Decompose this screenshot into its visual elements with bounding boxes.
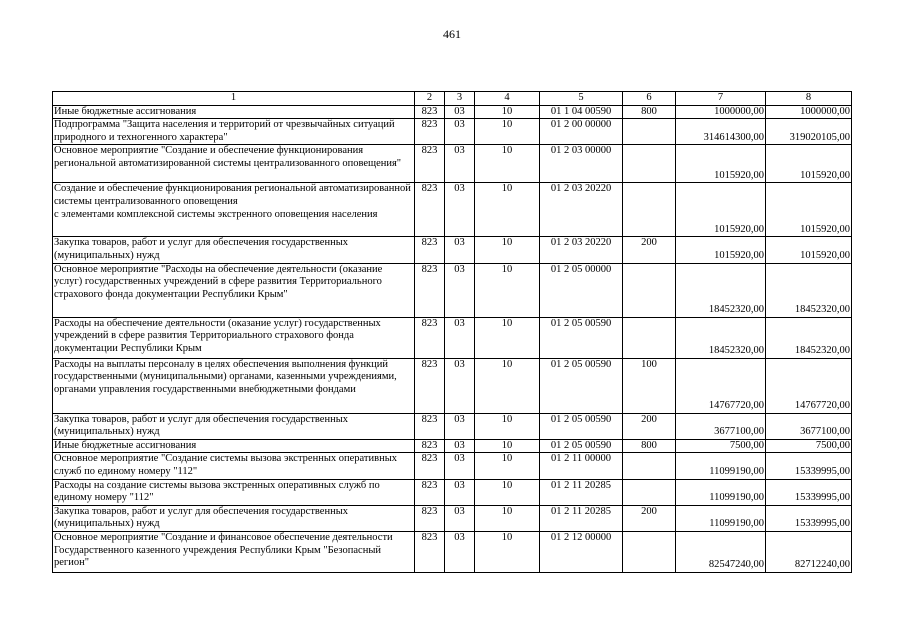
cell-subsection: 10 — [475, 479, 540, 505]
table-row — [53, 531, 852, 572]
cell-section: 03 — [445, 119, 475, 145]
cell-target-article: 01 2 05 00590 — [540, 439, 623, 453]
cell-section: 03 — [445, 237, 475, 263]
cell-subsection: 10 — [475, 237, 540, 263]
cell-expense-type — [623, 531, 676, 572]
cell-section: 03 — [445, 317, 475, 358]
cell-subsection: 10 — [475, 439, 540, 453]
cell-name: Основное мероприятие "Расходы на обеспечение деятельности (оказание услуг) государственных учреждений в сфере развития Территориального страхового фонда документации Республики Крым" — [53, 263, 415, 317]
cell-ministry-code: 823 — [415, 183, 445, 237]
cell-expense-type — [623, 183, 676, 237]
cell-name: Иные бюджетные ассигнования — [53, 105, 415, 119]
table-body — [53, 92, 852, 573]
column-header: 5 — [540, 92, 623, 106]
cell-ministry-code: 823 — [415, 145, 445, 183]
cell-subsection: 10 — [475, 317, 540, 358]
table-row — [53, 105, 852, 119]
table-row — [53, 317, 852, 358]
table-row — [53, 453, 852, 479]
cell-name: Закупка товаров, работ и услуг для обеспечения государственных (муниципальных) нужд — [53, 413, 415, 439]
table-row — [53, 237, 852, 263]
cell-amount-year-1: 14767720,00 — [676, 358, 766, 413]
cell-expense-type: 200 — [623, 237, 676, 263]
table-row — [53, 183, 852, 237]
cell-amount-year-1: 1015920,00 — [676, 237, 766, 263]
cell-subsection: 10 — [475, 145, 540, 183]
cell-section: 03 — [445, 105, 475, 119]
cell-ministry-code: 823 — [415, 263, 445, 317]
cell-target-article: 01 2 12 00000 — [540, 531, 623, 572]
column-header: 2 — [415, 92, 445, 106]
cell-amount-year-2: 18452320,00 — [766, 317, 852, 358]
cell-expense-type — [623, 145, 676, 183]
table-header-row — [53, 92, 852, 106]
cell-target-article: 01 1 04 00590 — [540, 105, 623, 119]
cell-ministry-code: 823 — [415, 505, 445, 531]
cell-expense-type — [623, 453, 676, 479]
cell-subsection: 10 — [475, 505, 540, 531]
table-row — [53, 439, 852, 453]
table-row — [53, 413, 852, 439]
cell-amount-year-2: 14767720,00 — [766, 358, 852, 413]
cell-target-article: 01 2 05 00590 — [540, 413, 623, 439]
cell-amount-year-2: 18452320,00 — [766, 263, 852, 317]
cell-name: Расходы на обеспечение деятельности (оказание услуг) государственных учреждений в сфере развития Территориального страхового фонда документации Республики Крым — [53, 317, 415, 358]
cell-target-article: 01 2 05 00590 — [540, 317, 623, 358]
cell-section: 03 — [445, 145, 475, 183]
cell-amount-year-1: 3677100,00 — [676, 413, 766, 439]
cell-subsection: 10 — [475, 105, 540, 119]
column-header: 8 — [766, 92, 852, 106]
cell-amount-year-2: 1015920,00 — [766, 145, 852, 183]
cell-target-article: 01 2 03 00000 — [540, 145, 623, 183]
cell-amount-year-1: 314614300,00 — [676, 119, 766, 145]
cell-section: 03 — [445, 183, 475, 237]
table-row — [53, 505, 852, 531]
column-header: 4 — [475, 92, 540, 106]
cell-target-article: 01 2 05 00590 — [540, 358, 623, 413]
cell-ministry-code: 823 — [415, 531, 445, 572]
cell-amount-year-1: 18452320,00 — [676, 263, 766, 317]
cell-section: 03 — [445, 453, 475, 479]
cell-section: 03 — [445, 531, 475, 572]
cell-target-article: 01 2 11 20285 — [540, 479, 623, 505]
cell-amount-year-2: 319020105,00 — [766, 119, 852, 145]
cell-amount-year-1: 11099190,00 — [676, 479, 766, 505]
cell-amount-year-2: 15339995,00 — [766, 505, 852, 531]
cell-subsection: 10 — [475, 531, 540, 572]
cell-amount-year-1: 7500,00 — [676, 439, 766, 453]
cell-expense-type: 100 — [623, 358, 676, 413]
cell-amount-year-2: 1015920,00 — [766, 237, 852, 263]
cell-name: Расходы на создание системы вызова экстренных оперативных служб по единому номеру "112" — [53, 479, 415, 505]
cell-target-article: 01 2 03 20220 — [540, 183, 623, 237]
table-row — [53, 119, 852, 145]
cell-amount-year-2: 15339995,00 — [766, 453, 852, 479]
cell-ministry-code: 823 — [415, 119, 445, 145]
cell-ministry-code: 823 — [415, 479, 445, 505]
cell-amount-year-2: 82712240,00 — [766, 531, 852, 572]
cell-amount-year-1: 1015920,00 — [676, 183, 766, 237]
cell-amount-year-2: 1000000,00 — [766, 105, 852, 119]
cell-target-article: 01 2 03 20220 — [540, 237, 623, 263]
table-row — [53, 479, 852, 505]
cell-expense-type: 800 — [623, 105, 676, 119]
cell-amount-year-1: 1000000,00 — [676, 105, 766, 119]
cell-section: 03 — [445, 439, 475, 453]
cell-amount-year-2: 3677100,00 — [766, 413, 852, 439]
cell-amount-year-2: 1015920,00 — [766, 183, 852, 237]
cell-name: Подпрограмма "Защита населения и территорий от чрезвычайных ситуаций природного и техногенного характера" — [53, 119, 415, 145]
cell-target-article: 01 2 11 00000 — [540, 453, 623, 479]
cell-name: Иные бюджетные ассигнования — [53, 439, 415, 453]
cell-ministry-code: 823 — [415, 439, 445, 453]
cell-ministry-code: 823 — [415, 413, 445, 439]
cell-expense-type: 200 — [623, 505, 676, 531]
cell-name: Основное мероприятие "Создание и финансовое обеспечение деятельности Государственного казенного учреждения Республики Крым "Безопасный регион" — [53, 531, 415, 572]
cell-target-article: 01 2 11 20285 — [540, 505, 623, 531]
cell-name: Основное мероприятие "Создание и обеспечение функционирования региональной автоматизированной системы централизованного оповещения" — [53, 145, 415, 183]
cell-section: 03 — [445, 413, 475, 439]
cell-expense-type — [623, 479, 676, 505]
cell-expense-type: 200 — [623, 413, 676, 439]
cell-subsection: 10 — [475, 413, 540, 439]
cell-amount-year-1: 11099190,00 — [676, 505, 766, 531]
table-row — [53, 145, 852, 183]
cell-name: Основное мероприятие "Создание системы вызова экстренных оперативных служб по единому номеру "112" — [53, 453, 415, 479]
cell-subsection: 10 — [475, 263, 540, 317]
page-number: 461 — [443, 27, 461, 41]
cell-expense-type — [623, 119, 676, 145]
cell-ministry-code: 823 — [415, 105, 445, 119]
cell-expense-type — [623, 317, 676, 358]
cell-amount-year-1: 18452320,00 — [676, 317, 766, 358]
column-header: 3 — [445, 92, 475, 106]
cell-name: Закупка товаров, работ и услуг для обеспечения государственных (муниципальных) нужд — [53, 237, 415, 263]
budget-table — [52, 91, 852, 573]
column-header: 7 — [676, 92, 766, 106]
cell-section: 03 — [445, 505, 475, 531]
cell-amount-year-1: 82547240,00 — [676, 531, 766, 572]
cell-subsection: 10 — [475, 183, 540, 237]
column-header: 1 — [53, 92, 415, 106]
cell-ministry-code: 823 — [415, 453, 445, 479]
cell-subsection: 10 — [475, 119, 540, 145]
cell-name: Создание и обеспечение функционирования региональной автоматизированной системы централизованного оповещения с элементами комплексной системы экстренного оповещения населения — [53, 183, 415, 237]
cell-ministry-code: 823 — [415, 237, 445, 263]
cell-amount-year-1: 1015920,00 — [676, 145, 766, 183]
cell-section: 03 — [445, 263, 475, 317]
cell-expense-type: 800 — [623, 439, 676, 453]
cell-subsection: 10 — [475, 358, 540, 413]
cell-name: Расходы на выплаты персоналу в целях обеспечения выполнения функций государственными (муниципальными) органами, казенными учреждениями, органами управления государственными внебюджетными фондами — [53, 358, 415, 413]
cell-ministry-code: 823 — [415, 317, 445, 358]
table-row — [53, 358, 852, 413]
cell-target-article: 01 2 00 00000 — [540, 119, 623, 145]
cell-amount-year-2: 15339995,00 — [766, 479, 852, 505]
cell-section: 03 — [445, 358, 475, 413]
cell-amount-year-2: 7500,00 — [766, 439, 852, 453]
cell-expense-type — [623, 263, 676, 317]
cell-subsection: 10 — [475, 453, 540, 479]
cell-ministry-code: 823 — [415, 358, 445, 413]
cell-target-article: 01 2 05 00000 — [540, 263, 623, 317]
column-header: 6 — [623, 92, 676, 106]
cell-amount-year-1: 11099190,00 — [676, 453, 766, 479]
cell-name: Закупка товаров, работ и услуг для обеспечения государственных (муниципальных) нужд — [53, 505, 415, 531]
cell-section: 03 — [445, 479, 475, 505]
table-row — [53, 263, 852, 317]
